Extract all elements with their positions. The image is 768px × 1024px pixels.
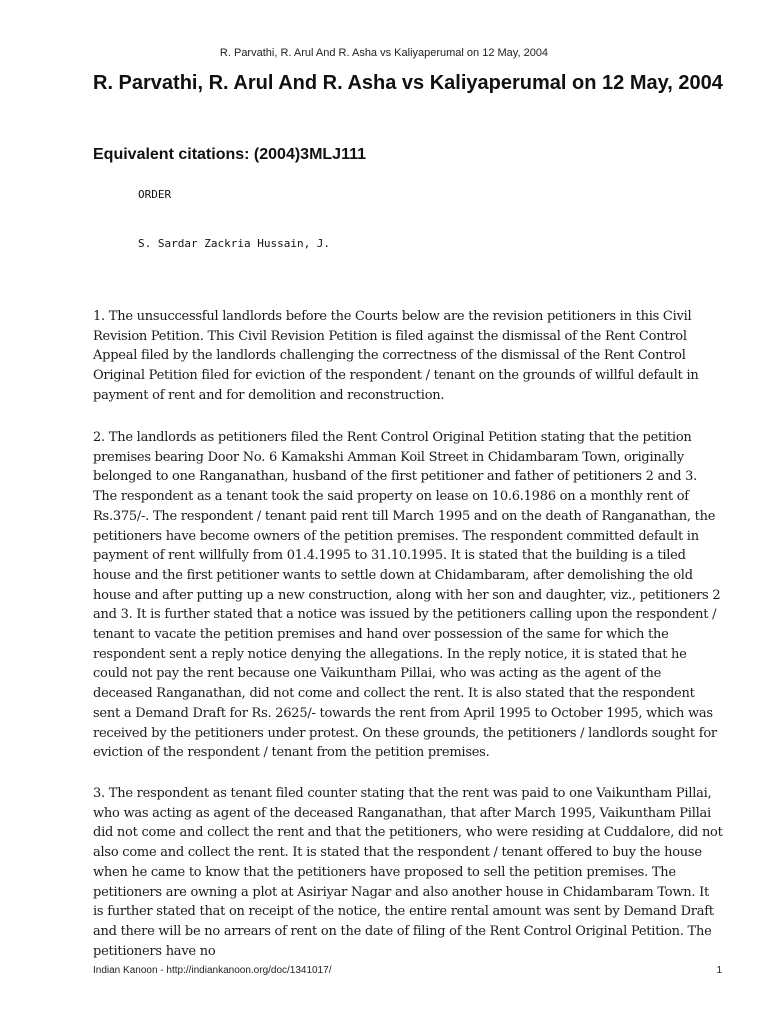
footer-source: Indian Kanoon - http://indiankanoon.org/doc/1341017/ [93,965,332,976]
paragraph-2: 2. The landlords as petitioners filed the Rent Control Original Petition stating that the petition premises bearing Door No. 6 Kamakshi Amman Koil Street in Chidambaram Town, originally belonged to one Ranganathan, husband of the first petitioner and father of petitioners 2 and 3. The respondent as a tenant took the said property on lease on 10.6.1986 on a monthly rent of Rs.375/-. The respondent / tenant paid rent till March 1995 and on the death of Ranganathan, the petitioners have become owners of the petition premises. The respondent committed default in payment of rent willfully from 01.4.1995 to 31.10.1995. It is stated that the building is a tiled house and the first petitioner wants to settle down at Chidambaram, after demolishing the old house and after putting up a new construction, along with her son and daughter, viz., petitioners 2 and 3. It is further stated that a notice was issued by the petitioners calling upon the respondent / tenant to vacate the petition premises and hand over possession of the same for which the respondent sent a reply notice denying the allegations. In the reply notice, it is stated that he could not pay the rent because one Vaikuntham Pillai, who was acting as the agent of the deceased Ranganathan, did not come and collect the rent. It is also stated that the respondent sent a Demand Draft for Rs. 2625/- towards the rent from April 1995 to October 1995, which was received by the petitioners under protest. On these grounds, the petitioners / landlords sought for eviction of the respondent / tenant from the petition premises. [93,430,721,761]
equivalent-citations: Equivalent citations: (2004)3MLJ111 [93,146,366,163]
running-header: R. Parvathi, R. Arul And R. Asha vs Kaliyaperumal on 12 May, 2004 [219,47,549,59]
page-number: 1 [716,965,722,976]
order-label: ORDER [138,188,172,201]
judge-name: S. Sardar Zackria Hussain, J. [138,237,331,250]
paragraph-1: 1. The unsuccessful landlords before the Courts below are the revision petitioners in this Civil Revision Petition. This Civil Revision Petition is filed against the dismissal of the Rent Control Appeal filed by the landlords challenging the correctness of the dismissal of the Rent Control Original Petition filed for eviction of the respondent / tenant on the grounds of willful default in payment of rent and for demolition and reconstruction. [93,309,699,403]
page-title: R. Parvathi, R. Arul And R. Asha vs Kaliyaperumal on 12 May, 2004 [93,72,723,94]
paragraph-3: 3. The respondent as tenant filed counter stating that the rent was paid to one Vaikuntham Pillai, who was acting as agent of the deceased Ranganathan, that after March 1995, Vaikuntham Pillai did not come and collect the rent and that the petitioners, who were residing at Cuddalore, did not also come and collect the rent. It is stated that the respondent / tenant offered to buy the house when he came to know that the petitioners have proposed to sell the petition premises. The petitioners are owning a plot at Asiriyar Nagar and also another house in Chidambaram Town. It is further stated that on receipt of the notice, the entire rental amount was sent by Demand Draft and there will be no arrears of rent on the date of filing of the Rent Control Original Petition. The petitioners have no [93,786,723,959]
